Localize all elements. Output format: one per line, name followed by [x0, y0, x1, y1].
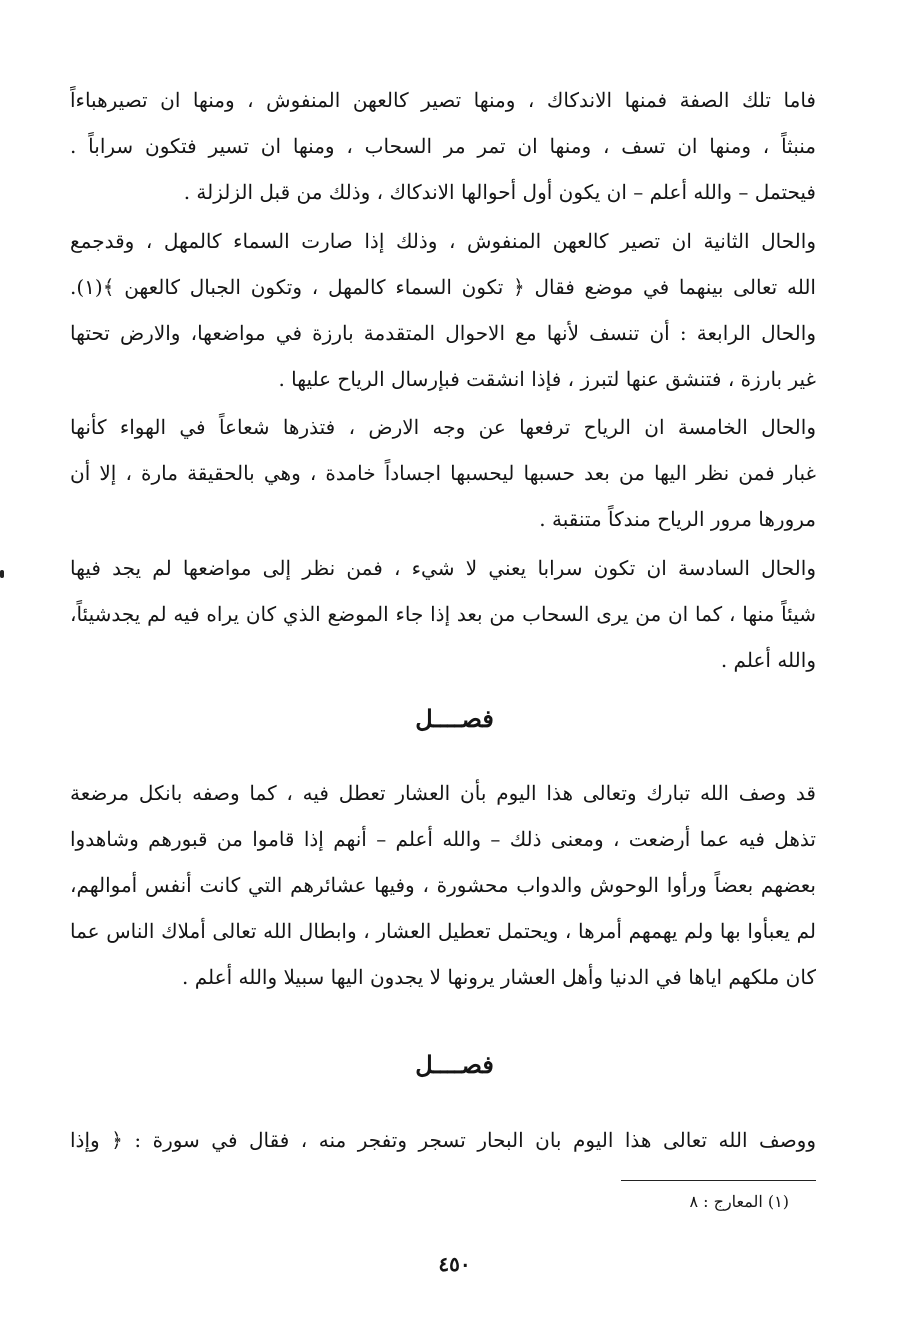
text-line: بعضهم بعضاً ورأوا الوحوش والدواب محشورة ، وفيها عشائرهم التي كانت أنفس أموالهم، [70, 873, 816, 897]
page-number: ٤٥٠ [438, 1252, 471, 1276]
text-line: والحال الخامسة ان الرياح ترفعها عن وجه الارض ، فتذرها شعاعاً في الهواء كأنها [70, 415, 816, 439]
paragraph [70, 77, 816, 215]
text-line: والحال الرابعة : أن تنسف لأنها مع الاحوال المتقدمة بارزة في مواضعها، والارض تحتها [70, 321, 816, 345]
paragraph [70, 770, 816, 1000]
paragraph [70, 545, 816, 683]
text-line: شيئاً منها ، كما ان من يرى السحاب من بعد إذا جاء الموضع الذي كان يراه فيه لم يجدشيئاً، [70, 602, 816, 626]
text-line: مرورها مرور الرياح مندكاً متنقبة . [539, 507, 816, 531]
footnote: (١) المعارج : ٨ [689, 1192, 789, 1211]
text-line: كان ملكهم اياها في الدنيا وأهل العشار يرونها لا يجدون اليها سبيلا والله أعلم . [181, 965, 816, 989]
text-line: منبثاً ، ومنها ان تسف ، ومنها ان تمر مر السحاب ، ومنها ان تسير فتكون سراباً . [70, 134, 816, 158]
text-line: غبار فمن نظر اليها من بعد حسبها ليحسبها اجساداً خامدة ، وهي بالحقيقة مارة ، إلا أن [70, 461, 816, 485]
text-line: والحال الثانية ان تصير كالعهن المنفوش ، وذلك إذا صارت السماء كالمهل ، وقدجمع [70, 229, 816, 253]
footnote-divider [621, 1180, 816, 1181]
text-line: فيحتمل – والله أعلم – ان يكون أول أحوالها الاندكاك ، وذلك من قبل الزلزلة . [183, 180, 816, 204]
margin-mark [0, 570, 4, 578]
text-line: والله أعلم . [720, 648, 816, 672]
text-line: تذهل فيه عما أرضعت ، ومعنى ذلك – والله أعلم – أنهم إذا قاموا من قبورهم وشاهدوا [70, 827, 816, 851]
text-line: قد وصف الله تبارك وتعالى هذا اليوم بأن العشار تعطل فيه ، كما وصفه بانكل مرضعة [70, 781, 816, 805]
section-heading: فصــــل [415, 704, 494, 733]
section-heading: فصــــل [415, 1050, 494, 1079]
paragraph [70, 218, 816, 402]
text-line: والحال السادسة ان تكون سرابا يعني لا شيء ، فمن نظر إلى مواضعها لم يجد فيها [70, 556, 816, 580]
paragraph [70, 1117, 816, 1163]
paragraph [70, 404, 816, 542]
text-line: ووصف الله تعالى هذا اليوم بان البحار تسجر وتفجر منه ، فقال في سورة : ﴿ وإذا [70, 1128, 816, 1152]
text-line: الله تعالى بينهما في موضع فقال ﴿ تكون السماء كالمهل ، وتكون الجبال كالعهن ﴾(١). [70, 275, 816, 299]
text-line: لم يعبأوا بها ولم يهمهم أمرها ، ويحتمل تعطيل العشار ، وابطال الله تعالى أملاك الناس عما [70, 919, 816, 943]
text-line: غير بارزة ، فتنشق عنها لتبرز ، فإذا انشقت فبإرسال الرياح عليها . [278, 367, 816, 391]
text-line: فاما تلك الصفة فمنها الاندكاك ، ومنها تصير كالعهن المنفوش ، ومنها ان تصيرهباءاً [70, 88, 816, 112]
